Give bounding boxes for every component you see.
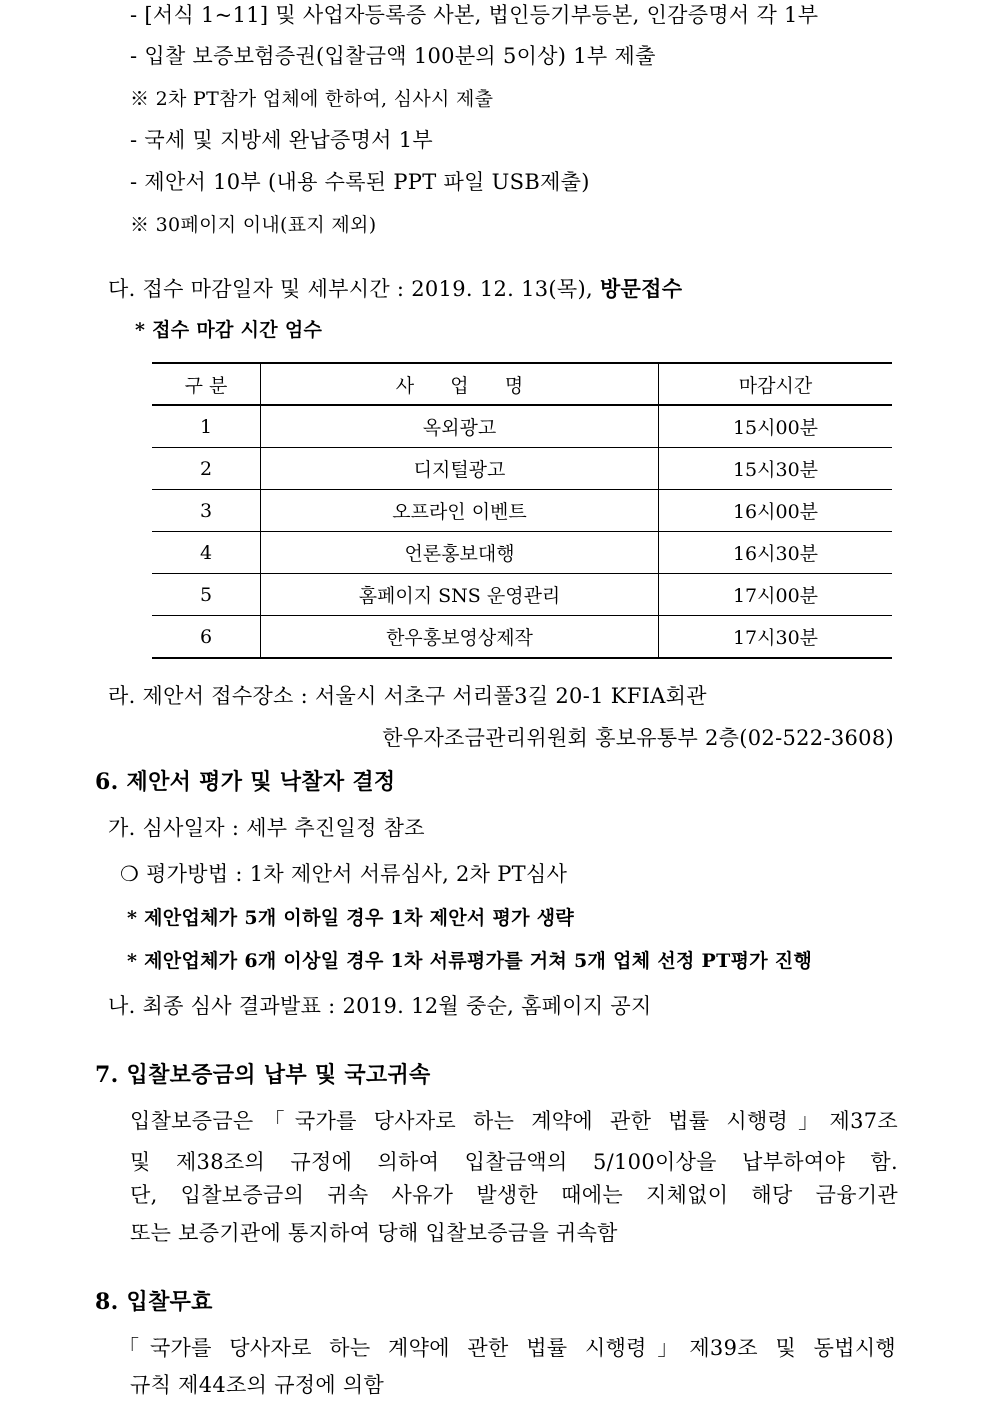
cell: 6 (152, 616, 261, 659)
table-header-row (152, 363, 892, 405)
cell: 한우홍보영상제작 (261, 616, 659, 659)
deadline-title: 다. 접수 마감일자 및 세부시간 : 2019. 12. 13(목), 방문접수 (108, 276, 683, 301)
paragraph-line: 「국가를 당사자로 하는 계약에 관한 법률 시행령」제39조 및 동법시행 (118, 1336, 896, 1360)
cell: 15시00분 (659, 405, 893, 448)
doc-item: - 제안서 10부 (내용 수록된 PPT 파일 USB제출) (130, 170, 590, 194)
cell: 2 (152, 448, 261, 490)
doc-item: - 국세 및 지방세 완납증명서 1부 (130, 128, 433, 152)
place-line: 한우자조금관리위원회 홍보유통부 2층(02-522-3608) (382, 726, 894, 750)
cell: 17시00분 (659, 574, 893, 616)
cell: 16시30분 (659, 532, 893, 574)
header-cell: 구 분 (152, 363, 261, 405)
place-line: 라. 제안서 접수장소 : 서울시 서초구 서리풀3길 20-1 KFIA회관 (108, 684, 707, 708)
method-item: ❍ 평가방법 : 1차 제안서 서류심사, 2차 PT심사 (120, 862, 568, 886)
section-item: 가. 심사일자 : 세부 추진일정 참조 (108, 816, 425, 840)
section-heading: 8. 입찰무효 (95, 1289, 213, 1315)
section-item: 나. 최종 심사 결과발표 : 2019. 12월 중순, 홈페이지 공지 (108, 994, 652, 1018)
cell: 5 (152, 574, 261, 616)
cell: 언론홍보대행 (261, 532, 659, 574)
table-row (152, 448, 892, 490)
doc-note: ※ 2차 PT참가 업체에 한하여, 심사시 제출 (130, 88, 494, 110)
cell: 3 (152, 490, 261, 532)
cell: 옥외광고 (261, 405, 659, 448)
method-note: * 제안업체가 5개 이하일 경우 1차 제안서 평가 생략 (127, 907, 575, 929)
header-cell: 마감시간 (659, 363, 893, 405)
cell: 디지털광고 (261, 448, 659, 490)
paragraph-line: 단, 입찰보증금의 귀속 사유가 발생한 때에는 지체없이 해당 금융기관 (130, 1183, 898, 1207)
cell: 1 (152, 405, 261, 448)
cell: 17시30분 (659, 616, 893, 659)
paragraph-line: 입찰보증금은「국가를 당사자로 하는 계약에 관한 법률 시행령」제37조 (130, 1109, 898, 1133)
cell: 오프라인 이벤트 (261, 490, 659, 532)
paragraph-line: 및 제38조의 규정에 의하여 입찰금액의 5/100이상을 납부하여야 함. (130, 1150, 898, 1174)
deadline-note: * 접수 마감 시간 엄수 (135, 319, 323, 341)
doc-note: ※ 30페이지 이내(표지 제외) (130, 214, 377, 236)
cell: 15시30분 (659, 448, 893, 490)
doc-item: - 입찰 보증보험증권(입찰금액 100분의 5이상) 1부 제출 (130, 44, 656, 68)
paragraph-line: 규칙 제44조의 규정에 의함 (130, 1373, 385, 1397)
table-row (152, 405, 892, 448)
section-heading: 6. 제안서 평가 및 낙찰자 결정 (95, 769, 396, 795)
table-row (152, 574, 892, 616)
cell: 4 (152, 532, 261, 574)
method-note: * 제안업체가 6개 이상일 경우 1차 서류평가를 거쳐 5개 업체 선정 PT평가 진행 (127, 950, 813, 972)
header-cell: 사 업 명 (261, 363, 659, 405)
cell: 16시00분 (659, 490, 893, 532)
table-row (152, 532, 892, 574)
table-row (152, 490, 892, 532)
paragraph-line: 또는 보증기관에 통지하여 당해 입찰보증금을 귀속함 (130, 1221, 618, 1245)
table-row (152, 616, 892, 659)
cell: 홈페이지 SNS 운영관리 (261, 574, 659, 616)
doc-item: - [서식 1~11] 및 사업자등록증 사본, 법인등기부등본, 인감증명서 각 1부 (130, 3, 819, 27)
section-heading: 7. 입찰보증금의 납부 및 국고귀속 (95, 1062, 431, 1088)
schedule-table (152, 362, 892, 659)
